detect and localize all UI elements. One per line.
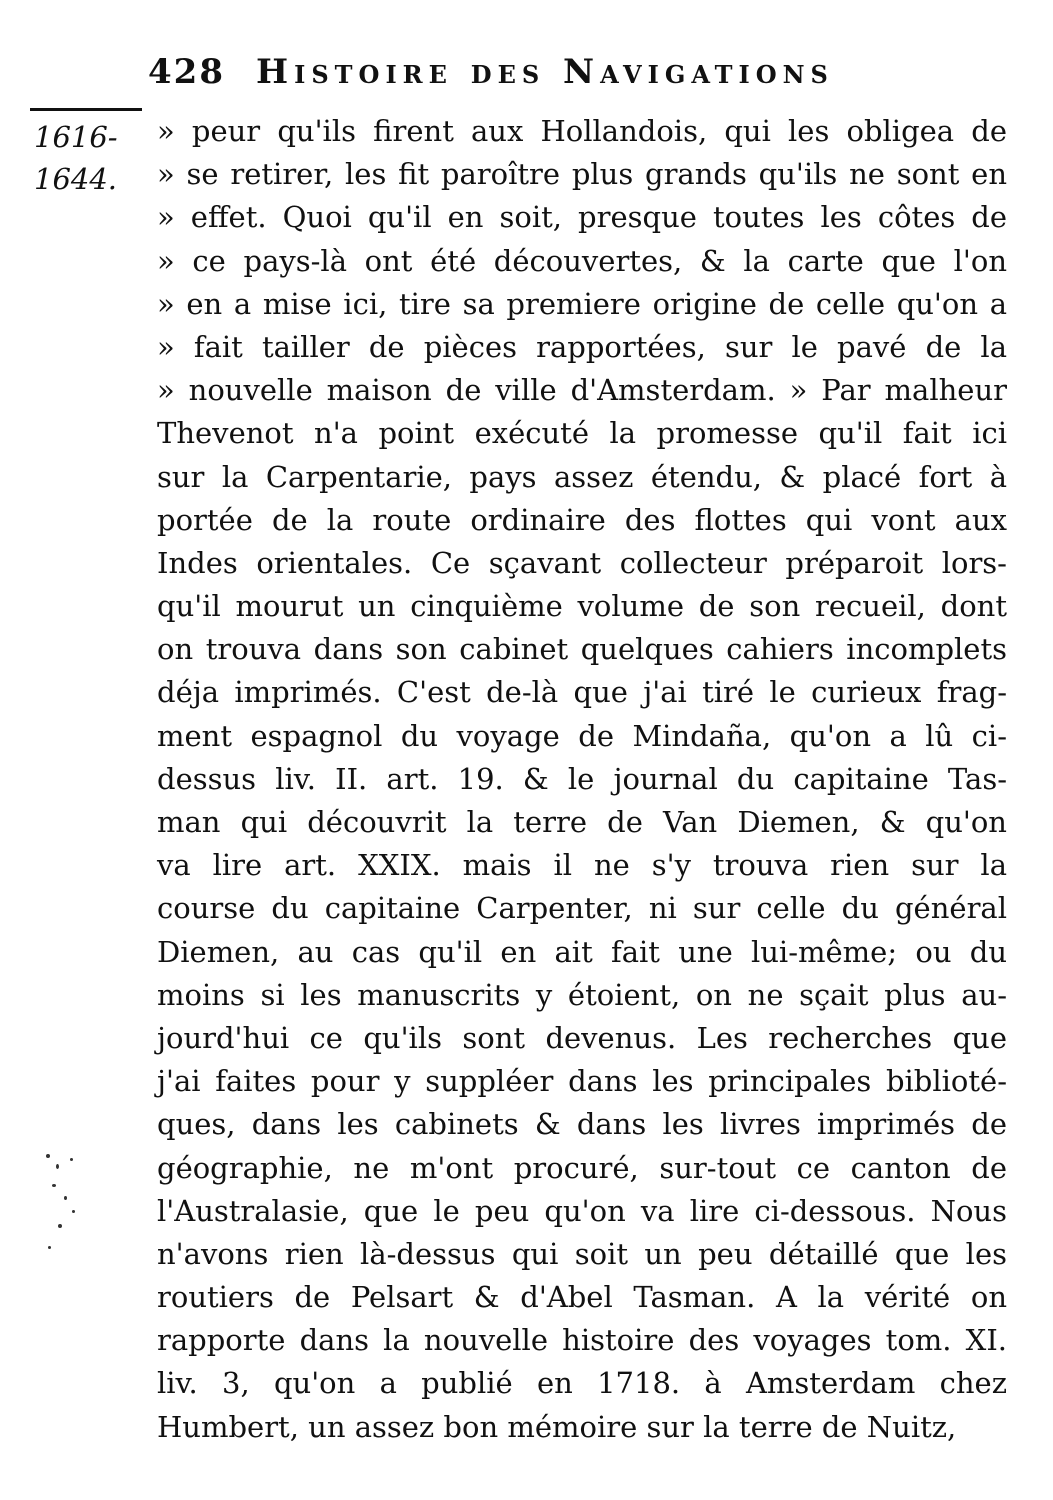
text-line: routiers de Pelsart & d'Abel Tasman. A la vérité on	[157, 1280, 1007, 1315]
text-line: rapporte dans la nouvelle histoire des voyages tom. XI.	[157, 1323, 1007, 1358]
ink-speck	[46, 1154, 50, 1158]
ink-speck	[72, 1210, 75, 1213]
text-line: ques, dans les cabinets & dans les livres imprimés de	[157, 1107, 1007, 1142]
text-line: sur la Carpentarie, pays assez étendu, & placé fort à	[157, 459, 1007, 494]
ink-speck	[48, 1246, 51, 1249]
text-line: Diemen, au cas qu'il en ait fait une lui-même; ou du	[157, 934, 1007, 969]
text-line: » se retirer, les fit paroître plus grands qu'ils ne sont en	[157, 157, 1007, 192]
ink-speck	[64, 1196, 67, 1200]
text-line: liv. 3, qu'on a publié en 1718. à Amsterdam chez	[157, 1366, 1007, 1401]
margin-ink-specks	[44, 1150, 80, 1270]
text-line: man qui découvrit la terre de Van Diemen, & qu'on	[157, 805, 1007, 839]
text-line: on trouva dans son cabinet quelques cahiers incomplets	[157, 632, 1007, 667]
text-line: jourd'hui ce qu'ils sont devenus. Les recherches que	[157, 1020, 1007, 1055]
margin-date-end: 1644.	[34, 162, 118, 196]
text-line: j'ai faites pour y suppléer dans les principales biblioté-	[157, 1064, 1007, 1099]
text-line: dessus liv. II. art. 19. & le journal du capitaine Tas-	[157, 761, 1007, 796]
text-line: portée de la route ordinaire des flottes qui vont aux	[157, 502, 1007, 537]
text-line: n'avons rien là-dessus qui soit un peu détaillé que les	[157, 1236, 1007, 1271]
running-title: Histoire des Navigations	[256, 52, 834, 92]
text-line: course du capitaine Carpenter, ni sur celle du général	[157, 891, 1007, 926]
body-text	[157, 110, 1007, 1449]
text-line: » peur qu'ils firent aux Hollandois, qui les obligea de	[157, 114, 1007, 148]
ink-speck	[52, 1184, 56, 1187]
text-line: Indes orientales. Ce sçavant collecteur préparoit lors-	[157, 545, 1007, 580]
text-line: » fait tailler de pièces rapportées, sur le pavé de la	[157, 329, 1007, 364]
text-line: » ce pays-là ont été découvertes, & la carte que l'on	[157, 243, 1007, 278]
text-line: Thevenot n'a point exécuté la promesse qu'il fait ici	[157, 416, 1007, 451]
ink-speck	[70, 1158, 73, 1161]
page-number: 428	[148, 52, 225, 92]
page-header	[148, 52, 908, 100]
ink-speck	[58, 1224, 62, 1228]
margin-date-start: 1616-	[34, 120, 118, 154]
text-line: » nouvelle maison de ville d'Amsterdam. » Par malheur	[157, 373, 1007, 408]
text-line: Humbert, un assez bon mémoire sur la terre de Nuitz,	[157, 1409, 957, 1444]
text-line: ment espagnol du voyage de Mindaña, qu'on a lû ci-	[157, 718, 1007, 753]
ink-speck	[56, 1164, 59, 1169]
text-line: l'Australasie, que le peu qu'on va lire ci-dessous. Nous	[157, 1193, 1007, 1228]
text-line: va lire art. XXIX. mais il ne s'y trouva rien sur la	[157, 848, 1007, 883]
text-line: » en a mise ici, tire sa premiere origine de celle qu'on a	[157, 286, 1007, 321]
text-line: qu'il mourut un cinquième volume de son recueil, dont	[157, 589, 1007, 624]
header-rule	[30, 108, 142, 111]
text-line: moins si les manuscrits y étoient, on ne sçait plus au-	[157, 977, 1007, 1012]
text-line: » effet. Quoi qu'il en soit, presque toutes les côtes de	[157, 200, 1007, 235]
text-line: déja imprimés. C'est de-là que j'ai tiré le curieux frag-	[157, 675, 1007, 710]
text-line: géographie, ne m'ont procuré, sur-tout ce canton de	[157, 1150, 1007, 1185]
